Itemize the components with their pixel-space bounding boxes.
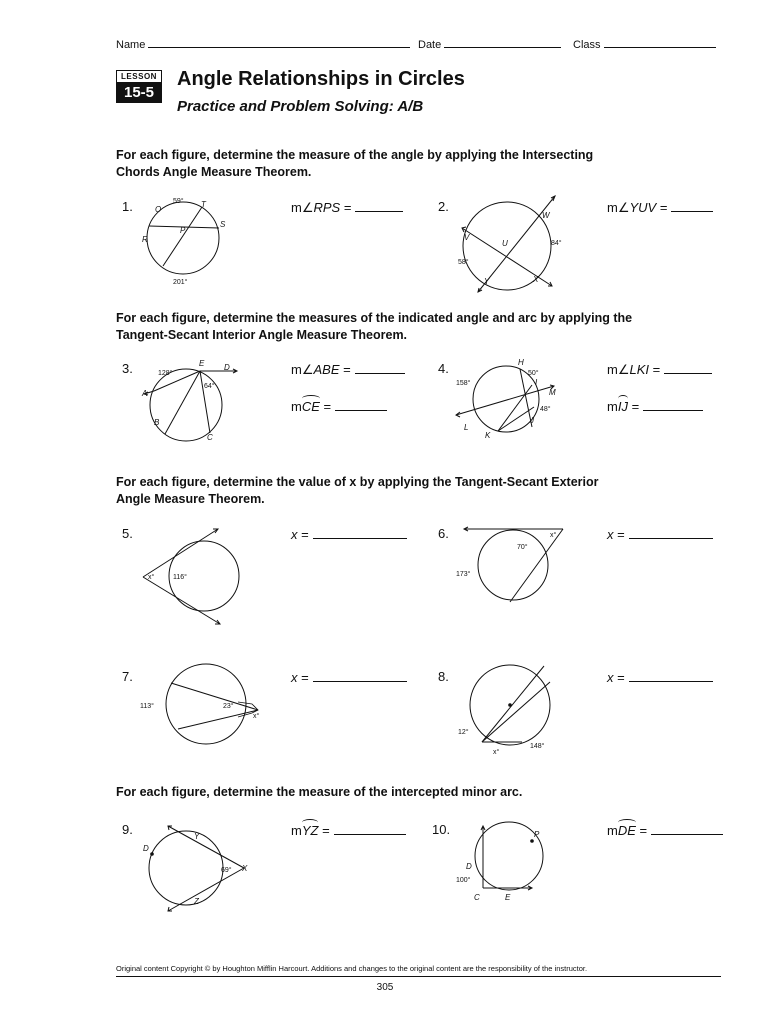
problem-4-blank-2[interactable] — [643, 398, 703, 411]
fig4-label-m: M — [549, 388, 556, 397]
name-line[interactable] — [148, 38, 410, 48]
fig5-arc-116: 116° — [173, 574, 187, 581]
fig4-arc-50: 50° — [528, 370, 539, 377]
fig2-label-w: W — [542, 211, 550, 220]
problem-3-figure — [138, 355, 248, 450]
problem-9-figure — [138, 818, 258, 918]
problem-3-blank-2[interactable] — [335, 398, 387, 411]
problem-3-answer-2[interactable]: mCE = — [291, 398, 387, 414]
problem-4-answer-1[interactable]: m∠LKI = — [607, 361, 712, 378]
fig8-angle-x: x° — [493, 749, 500, 756]
problem-1-blank[interactable] — [355, 199, 403, 212]
problem-8-figure — [452, 660, 567, 760]
problem-9-number: 9. — [122, 822, 133, 837]
lesson-title: Angle Relationships in Circles — [177, 68, 465, 90]
problem-10-blank[interactable] — [651, 822, 723, 835]
problem-6-number: 6. — [438, 526, 449, 541]
fig1-label-o: O — [155, 205, 162, 214]
date-line[interactable] — [444, 38, 561, 48]
fig1-arc-201: 201° — [173, 279, 188, 286]
section-1-instruction: For each figure, determine the measure of the angle by applying the Intersecting Chords Angle Measure Theorem. — [116, 148, 594, 179]
fig3-arc-64: 64° — [204, 383, 215, 390]
fig8-angle-12: 12° — [458, 729, 469, 736]
fig2-arc-58: 58° — [458, 259, 469, 266]
lesson-subtitle: Practice and Problem Solving: A/B — [177, 98, 424, 115]
fig2-label-x: X — [533, 275, 539, 284]
fig3-label-d: D — [224, 363, 230, 372]
fig2-label-v: V — [464, 233, 470, 242]
problem-7-number: 7. — [122, 669, 133, 684]
section-2-instruction: For each figure, determine the measures of the indicated angle and arc by applying the Tangent-Secant Interior Angle Measure Theorem. — [116, 311, 633, 342]
fig10-label-e: E — [505, 893, 511, 902]
fig4-label-j: J — [530, 416, 534, 425]
problem-10-answer[interactable]: mDE = — [607, 822, 723, 838]
fig6-angle-x: x° — [550, 532, 557, 539]
problem-2-number: 2. — [438, 199, 449, 214]
fig3-label-b: B — [154, 418, 160, 427]
fig9-label-d: D — [143, 844, 149, 853]
problem-1-number: 1. — [122, 199, 133, 214]
problem-5-blank[interactable] — [313, 526, 407, 539]
problem-5-figure — [135, 520, 250, 632]
fig6-arc-173: 173° — [456, 571, 471, 578]
problem-8-answer[interactable]: x = — [607, 669, 713, 685]
problem-4-answer-2[interactable]: mIJ = — [607, 398, 703, 414]
page-number: 305 — [376, 982, 394, 993]
date-field[interactable]: Date — [418, 38, 561, 51]
problem-5-number: 5. — [122, 526, 133, 541]
problem-2-blank[interactable] — [671, 199, 713, 212]
fig1-label-t: T — [201, 200, 206, 209]
class-field[interactable]: Class — [573, 38, 716, 51]
fig2-label-y: Y — [484, 277, 490, 286]
problem-8-blank[interactable] — [629, 669, 713, 682]
fig4-label-i: I — [535, 378, 538, 387]
fig10-label-d: D — [466, 862, 472, 871]
problem-4-blank-1[interactable] — [664, 361, 712, 374]
fig2-arc-84: 84° — [551, 240, 562, 247]
fig10-label-c: C — [474, 893, 480, 902]
fig5-angle-x: x° — [148, 574, 155, 581]
fig4-label-k: K — [485, 431, 491, 440]
fig4-label-l: L — [464, 423, 469, 432]
fig1-label-p: P — [180, 226, 186, 235]
class-line[interactable] — [604, 38, 716, 48]
fig10-label-p: P — [534, 830, 540, 839]
problem-10-number: 10. — [432, 822, 451, 837]
fig3-label-e: E — [199, 359, 205, 368]
problem-8-number: 8. — [438, 669, 449, 684]
problem-6-blank[interactable] — [629, 526, 713, 539]
fig3-arc-128: 128° — [158, 370, 173, 377]
fig2-label-u: U — [502, 239, 508, 248]
problem-9-answer[interactable]: mYZ = — [291, 822, 406, 838]
fig1-label-r: R — [142, 235, 148, 244]
problem-1-answer[interactable]: m∠RPS = — [291, 199, 403, 216]
fig7-arc-23: 23° — [223, 703, 234, 710]
fig6-arc-70: 70° — [517, 544, 528, 551]
problem-3-blank-1[interactable] — [355, 361, 405, 374]
problem-7-answer[interactable]: x = — [291, 669, 407, 685]
fig4-label-h: H — [518, 358, 524, 367]
problem-1-figure — [135, 192, 235, 292]
problem-7-figure — [136, 660, 271, 750]
fig9-label-x: X — [242, 864, 248, 873]
fig8-arc-148: 148° — [530, 743, 545, 750]
problem-2-answer[interactable]: m∠YUV = — [607, 199, 713, 216]
fig1-label-s: S — [220, 220, 226, 229]
fig7-angle-x: x° — [253, 713, 260, 720]
problem-3-number: 3. — [122, 361, 133, 376]
fig3-label-c: C — [207, 433, 213, 442]
problem-7-blank[interactable] — [313, 669, 407, 682]
fig9-label-y: Y — [194, 832, 200, 841]
section-3-instruction: For each figure, determine the value of x by applying the Tangent-Secant Exterior Angle Measure Theorem. — [116, 475, 599, 506]
name-field[interactable]: Name — [116, 38, 410, 51]
problem-9-blank[interactable] — [334, 822, 406, 835]
fig4-arc-158: 158° — [456, 380, 471, 387]
section-4-instruction: For each figure, determine the measure of the intercepted minor arc. — [116, 785, 523, 799]
problem-4-figure — [452, 355, 572, 450]
fig3-label-a: A — [142, 389, 148, 398]
problem-10-figure — [452, 818, 562, 908]
lesson-badge: LESSON 15-5 — [116, 70, 162, 103]
problem-2-figure — [452, 190, 572, 300]
problem-4-number: 4. — [438, 361, 449, 376]
problem-6-answer[interactable]: x = — [607, 526, 713, 542]
fig9-label-z: Z — [194, 897, 199, 906]
fig10-angle-100: 100° — [456, 877, 471, 884]
fig4-angle-48: 48° — [540, 406, 551, 413]
problem-3-answer-1[interactable]: m∠ABE = — [291, 361, 405, 378]
fig1-arc-59: 59° — [173, 198, 184, 205]
fig9-angle-69: 69° — [221, 867, 232, 874]
problem-6-figure — [452, 520, 572, 602]
fig7-arc-113: 113° — [140, 703, 154, 710]
copyright-footer: Original content Copyright © by Houghton Mifflin Harcourt. Additions and changes to the original content are the responsibility of the instructor. — [116, 964, 721, 977]
problem-5-answer[interactable]: x = — [291, 526, 407, 542]
